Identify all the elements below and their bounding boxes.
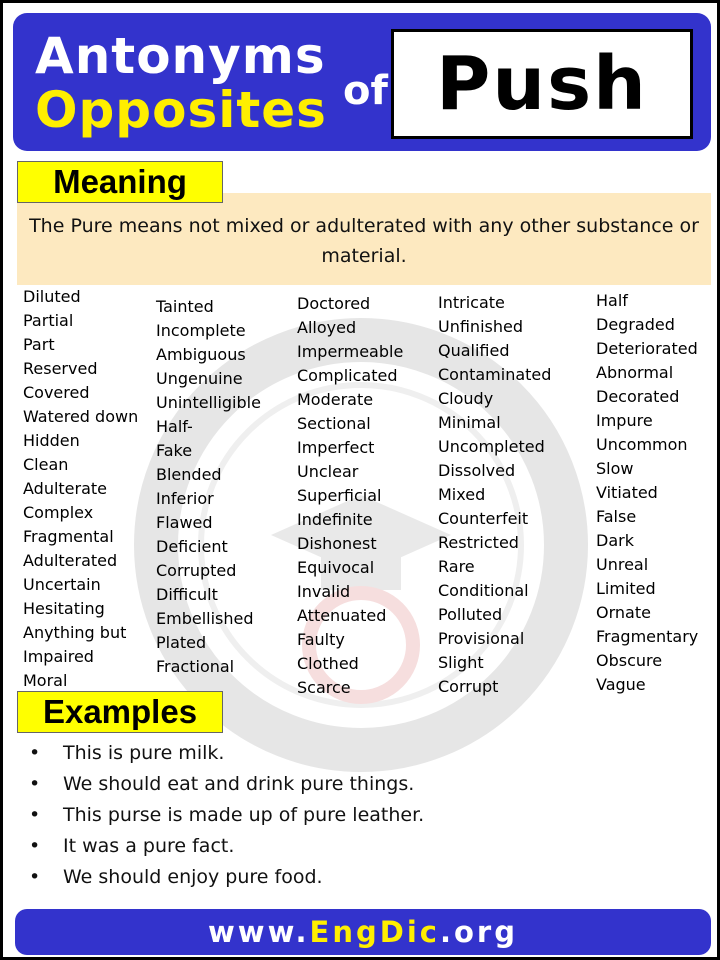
antonym-item: Mixed [438,485,486,504]
antonym-item: Covered [23,383,90,402]
example-sentence: • We should enjoy pure food. [27,862,424,893]
antonym-item: Unfinished [438,317,523,336]
examples-label: Examples [17,691,223,733]
antonym-item: Unintelligible [156,393,261,412]
antonym-item: Polluted [438,605,503,624]
antonym-item: Complicated [297,366,398,385]
antonym-item: Equivocal [297,558,375,577]
antonym-item: Decorated [596,387,680,406]
antonym-item: Diluted [23,287,81,306]
antonym-item: Watered down [23,407,139,426]
antonym-item: Corrupted [156,561,237,580]
antonym-item: Hesitating [23,599,105,618]
antonym-item: Rare [438,557,475,576]
antonym-column-4 [438,291,551,699]
antonym-item: Ornate [596,603,651,622]
antonym-item: False [596,507,637,526]
antonym-item: Impaired [23,647,94,666]
title-antonyms: Antonyms [35,27,326,85]
footer-suffix: .org [439,915,518,949]
antonym-item: Anything but [23,623,127,642]
antonym-item: Invalid [297,582,351,601]
antonym-item: Dishonest [297,534,377,553]
antonym-item: Partial [23,311,74,330]
antonym-item: Alloyed [297,318,357,337]
meaning-text: The Pure means not mixed or adulterated with any other substance or material. [29,215,699,267]
antonym-item: Impermeable [297,342,404,361]
antonym-item: Difficult [156,585,218,604]
antonym-item: Degraded [596,315,675,334]
antonym-item: Counterfeit [438,509,529,528]
antonym-item: Indefinite [297,510,373,529]
antonym-item: Clean [23,455,69,474]
antonym-item: Dark [596,531,634,550]
antonym-item: Moderate [297,390,374,409]
antonym-column-1 [23,285,138,693]
antonym-item: Reserved [23,359,98,378]
headword-box: Push [391,29,693,139]
page [3,3,717,957]
antonym-item: Abnormal [596,363,674,382]
antonym-item: Scarce [297,678,351,697]
antonym-item: Obscure [596,651,663,670]
antonym-item: Complex [23,503,94,522]
antonym-item: Ambiguous [156,345,246,364]
example-sentence: • This is pure milk. [27,738,424,769]
antonym-item: Vague [596,675,646,694]
antonym-item: Unclear [297,462,359,481]
antonym-item: Ungenuine [156,369,243,388]
antonym-item: Superficial [297,486,382,505]
antonym-column-2 [156,295,261,679]
antonym-item: Vitiated [596,483,658,502]
antonym-item: Contaminated [438,365,552,384]
antonym-item: Qualified [438,341,510,360]
antonym-item: Uncompleted [438,437,545,456]
antonym-item: Limited [596,579,656,598]
antonym-item: Fragmentary [596,627,699,646]
antonym-item: Slow [596,459,634,478]
antonym-column-3 [297,292,403,700]
antonym-item: Minimal [438,413,501,432]
antonym-item: Moral [23,671,68,690]
antonym-item: Hidden [23,431,80,450]
antonym-item: Slight [438,653,484,672]
antonym-item: Corrupt [438,677,499,696]
antonym-item: Cloudy [438,389,494,408]
example-sentence: • It was a pure fact. [27,831,424,862]
antonym-item: Plated [156,633,207,652]
header-banner [13,13,711,151]
antonym-item: Faulty [297,630,345,649]
antonym-item: Imperfect [297,438,375,457]
antonym-item: Provisional [438,629,525,648]
examples-list [27,738,424,893]
example-sentence: • We should eat and drink pure things. [27,769,424,800]
antonym-item: Clothed [297,654,359,673]
antonym-item: Tainted [156,297,214,316]
antonym-item: Dissolved [438,461,516,480]
antonym-item: Fractional [156,657,235,676]
antonym-item: Conditional [438,581,529,600]
title-of: of [343,68,388,114]
antonym-item: Adulterate [23,479,108,498]
antonym-item: Blended [156,465,222,484]
antonym-item: Doctored [297,294,371,313]
antonym-item: Incomplete [156,321,246,340]
example-sentence: • This purse is made up of pure leather. [27,800,424,831]
meaning-label: Meaning [17,161,223,203]
antonym-item: Uncertain [23,575,101,594]
antonym-item: Sectional [297,414,371,433]
footer-prefix: www. [208,915,310,949]
antonym-item: Half [596,291,628,310]
antonym-item: Inferior [156,489,214,508]
antonym-item: Part [23,335,55,354]
footer-brand: EngDic [309,915,440,949]
antonym-item: Attenuated [297,606,387,625]
antonym-item: Adulterated [23,551,118,570]
title-opposites: Opposites [35,81,327,139]
antonym-item: Restricted [438,533,519,552]
antonym-item: Deficient [156,537,228,556]
antonym-item: Unreal [596,555,649,574]
antonym-item: Fragmental [23,527,114,546]
antonym-column-5 [596,289,698,697]
antonym-item: Impure [596,411,653,430]
footer-banner [15,909,711,955]
antonym-item: Half- [156,417,193,436]
antonym-item: Flawed [156,513,213,532]
antonym-item: Deteriorated [596,339,698,358]
antonym-item: Embellished [156,609,254,628]
antonym-item: Uncommon [596,435,688,454]
antonym-item: Fake [156,441,193,460]
antonym-item: Intricate [438,293,505,312]
